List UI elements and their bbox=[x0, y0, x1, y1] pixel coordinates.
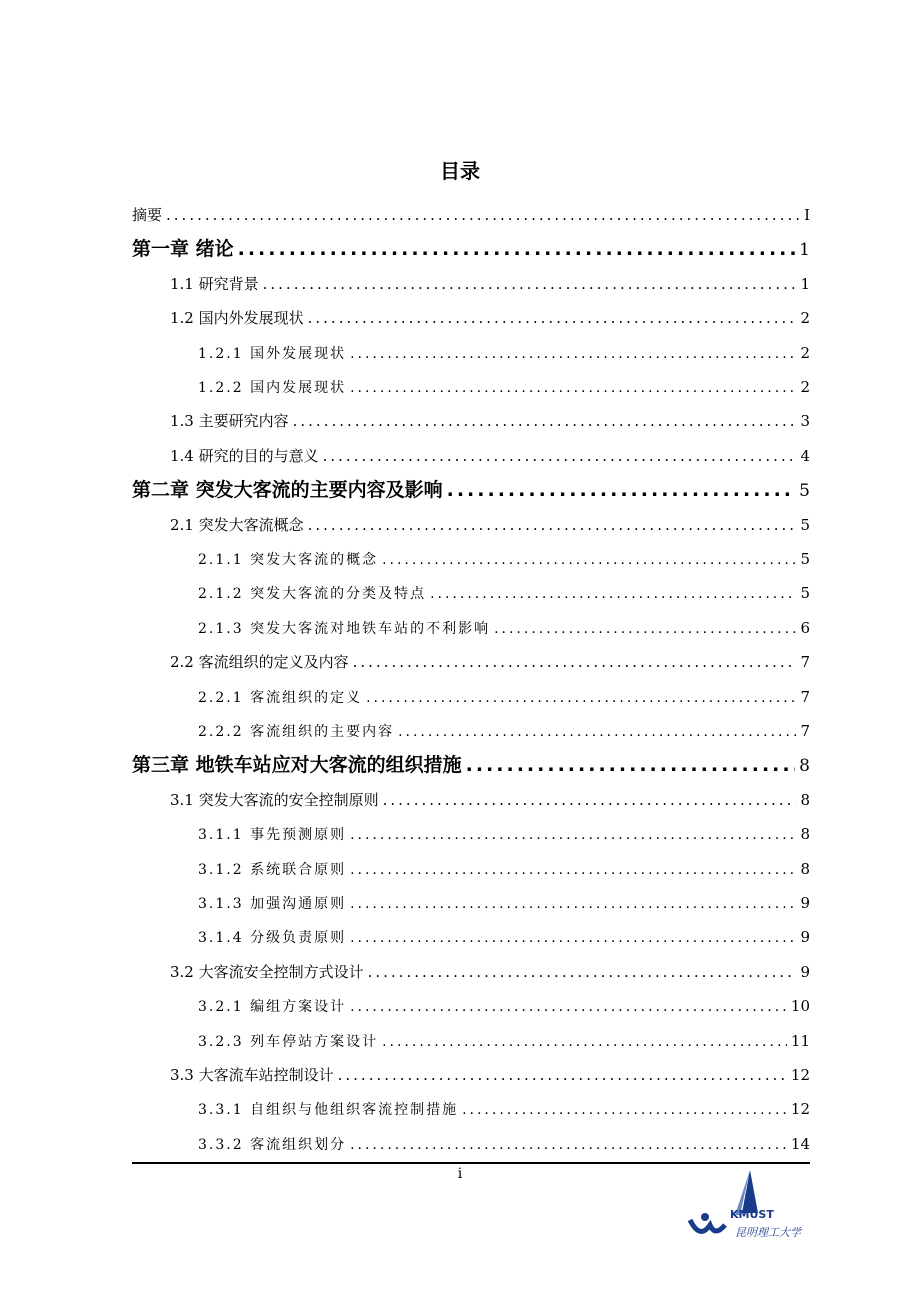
toc-entry-page: 7 bbox=[800, 653, 810, 672]
toc-leader-dots bbox=[338, 1058, 787, 1092]
toc-entry-page: I bbox=[804, 206, 810, 224]
toc-entry-page: 3 bbox=[800, 412, 810, 431]
toc-entry[interactable] bbox=[170, 267, 810, 301]
toc-leader-dots bbox=[350, 371, 796, 405]
toc-entry[interactable] bbox=[198, 1092, 810, 1126]
toc-entry-page: 6 bbox=[800, 618, 810, 637]
toc-entry[interactable] bbox=[198, 1127, 810, 1161]
toc-entry-label: 3.2 大客流安全控制方式设计 bbox=[170, 962, 364, 981]
toc-entry-page: 9 bbox=[800, 962, 810, 981]
toc-entry-page: 2 bbox=[800, 378, 810, 396]
toc-leader-dots bbox=[462, 1093, 787, 1127]
toc-entry[interactable] bbox=[132, 473, 810, 507]
toc-entry[interactable] bbox=[170, 301, 810, 335]
toc-entry-page: 8 bbox=[799, 756, 810, 777]
toc-entry-label: 摘要 bbox=[132, 206, 163, 224]
toc-entry[interactable] bbox=[170, 955, 810, 989]
toc-entry-page: 1 bbox=[800, 274, 810, 293]
toc-entry[interactable] bbox=[198, 680, 810, 714]
toc-entry[interactable] bbox=[132, 748, 810, 782]
toc-entry-page: 2 bbox=[800, 309, 810, 328]
toc-entry-page: 4 bbox=[800, 446, 810, 465]
toc-entry[interactable] bbox=[198, 1024, 810, 1058]
toc-entry-page: 12 bbox=[790, 1066, 810, 1084]
toc-entry-page: 8 bbox=[800, 790, 810, 809]
toc-entry-page: 9 bbox=[800, 928, 810, 947]
toc-entry-label: 3.3.1 自组织与他组织客流控制措施 bbox=[198, 1102, 459, 1119]
toc-leader-dots bbox=[350, 990, 787, 1024]
toc-entry-page: 9 bbox=[800, 894, 810, 912]
toc-entry-label: 第一章 绪论 bbox=[132, 238, 234, 261]
toc-entry[interactable] bbox=[198, 576, 810, 610]
toc-entry[interactable] bbox=[132, 232, 810, 266]
toc-leader-dots bbox=[350, 853, 796, 887]
toc-entry-page: 1 bbox=[799, 240, 810, 261]
toc-leader-dots bbox=[323, 439, 797, 473]
logo-chinese-name: 昆明理工大学 bbox=[735, 1226, 801, 1239]
toc-entry-page: 5 bbox=[800, 515, 810, 534]
toc-entry-label: 3.3.2 客流组织划分 bbox=[198, 1136, 347, 1153]
toc-entry-label: 2.1.2 突发大客流的分类及特点 bbox=[198, 586, 427, 603]
toc-entry-label: 1.2.1 国外发展现状 bbox=[198, 345, 347, 362]
toc-leader-dots bbox=[308, 508, 797, 542]
toc-entry-label: 1.1 研究背景 bbox=[170, 274, 259, 293]
toc-entry[interactable] bbox=[198, 852, 810, 886]
toc-entry-label: 1.4 研究的目的与意义 bbox=[170, 446, 319, 465]
toc-leader-dots bbox=[494, 612, 796, 646]
toc-entry[interactable] bbox=[170, 783, 810, 817]
toc-leader-dots bbox=[382, 1025, 787, 1059]
toc-entry[interactable] bbox=[198, 817, 810, 851]
toc-entry-label: 1.3 主要研究内容 bbox=[170, 412, 289, 431]
toc-leader-dots bbox=[166, 198, 800, 232]
toc-leader-dots bbox=[430, 577, 796, 611]
logo-text: KMUST bbox=[730, 1208, 774, 1221]
toc-entry-label: 2.2.1 客流组织的定义 bbox=[198, 689, 363, 706]
toc-leader-dots bbox=[382, 543, 796, 577]
toc-leader-dots bbox=[466, 748, 796, 782]
toc-entry-label: 2.2 客流组织的定义及内容 bbox=[170, 653, 349, 672]
toc-entry[interactable] bbox=[198, 714, 810, 748]
toc-entry-label: 2.1.3 突发大客流对地铁车站的不利影响 bbox=[198, 620, 491, 637]
toc-entry[interactable] bbox=[198, 370, 810, 404]
toc-leader-dots bbox=[350, 818, 796, 852]
toc-entry-page: 5 bbox=[800, 550, 810, 568]
toc-entry-label: 2.1 突发大客流概念 bbox=[170, 515, 304, 534]
toc-entry[interactable] bbox=[198, 920, 810, 954]
toc-leader-dots bbox=[238, 232, 796, 266]
toc-entry-page: 5 bbox=[799, 481, 810, 502]
toc-entry-page: 7 bbox=[800, 687, 810, 706]
toc-entry[interactable] bbox=[198, 886, 810, 920]
page-title: 目录 bbox=[440, 159, 480, 183]
toc-entry-page: 8 bbox=[800, 859, 810, 878]
toc-entry-label: 1.2 国内外发展现状 bbox=[170, 309, 304, 328]
toc-entry[interactable] bbox=[198, 336, 810, 370]
toc-entry[interactable] bbox=[132, 198, 810, 232]
footer-page-number: i bbox=[457, 1166, 463, 1182]
toc-leader-dots bbox=[263, 267, 797, 301]
toc-entry-page: 8 bbox=[800, 825, 810, 844]
toc-entry-label: 3.3 大客流车站控制设计 bbox=[170, 1066, 334, 1084]
toc-entry[interactable] bbox=[198, 989, 810, 1023]
toc-entry-page: 5 bbox=[800, 584, 810, 603]
toc-entry[interactable] bbox=[170, 1058, 810, 1092]
toc-entry-label: 3.2.3 列车停站方案设计 bbox=[198, 1033, 379, 1050]
toc-entry-label: 3.1.1 事先预测原则 bbox=[198, 827, 347, 844]
toc-entry-page: 7 bbox=[800, 722, 810, 740]
toc-entry-label: 3.1.4 分级负责原则 bbox=[198, 930, 347, 947]
toc-entry-page: 2 bbox=[800, 343, 810, 362]
toc-leader-dots bbox=[350, 921, 796, 955]
toc-entry-label: 第三章 地铁车站应对大客流的组织措施 bbox=[132, 754, 462, 777]
toc-leader-dots bbox=[350, 337, 796, 371]
toc-leader-dots bbox=[350, 887, 796, 921]
toc-entry[interactable] bbox=[170, 645, 810, 679]
toc-entry[interactable] bbox=[170, 508, 810, 542]
toc-leader-dots bbox=[366, 681, 796, 715]
toc-entry-label: 1.2.2 国内发展现状 bbox=[198, 380, 347, 396]
toc-leader-dots bbox=[308, 301, 797, 335]
toc-entry-label: 第二章 突发大客流的主要内容及影响 bbox=[132, 479, 443, 502]
toc-entry-page: 11 bbox=[790, 1031, 810, 1050]
toc-entry-label: 3.1 突发大客流的安全控制原则 bbox=[170, 790, 379, 809]
toc-entry[interactable] bbox=[170, 404, 810, 438]
toc-entry-label: 3.1.2 系统联合原则 bbox=[198, 861, 347, 878]
toc-entry-label: 2.1.1 突发大客流的概念 bbox=[198, 552, 379, 568]
toc-leader-dots bbox=[293, 404, 797, 438]
toc-entry-label: 3.2.1 编组方案设计 bbox=[198, 999, 347, 1016]
toc-leader-dots bbox=[353, 645, 797, 679]
footer-divider bbox=[132, 1162, 810, 1164]
toc-entry-label: 2.2.2 客流组织的主要内容 bbox=[198, 724, 395, 740]
toc-entry-page: 12 bbox=[790, 1100, 810, 1119]
toc-entry-page: 14 bbox=[790, 1134, 810, 1153]
toc-entry-page: 10 bbox=[790, 997, 810, 1016]
toc-leader-dots bbox=[383, 783, 797, 817]
toc-leader-dots bbox=[368, 955, 797, 989]
toc-entry[interactable] bbox=[198, 542, 810, 576]
toc-leader-dots bbox=[350, 1128, 787, 1162]
toc-leader-dots bbox=[447, 473, 796, 507]
toc-entry[interactable] bbox=[198, 611, 810, 645]
toc-leader-dots bbox=[398, 715, 796, 749]
toc-entry[interactable] bbox=[170, 439, 810, 473]
toc-entry-label: 3.1.3 加强沟通原则 bbox=[198, 896, 347, 912]
